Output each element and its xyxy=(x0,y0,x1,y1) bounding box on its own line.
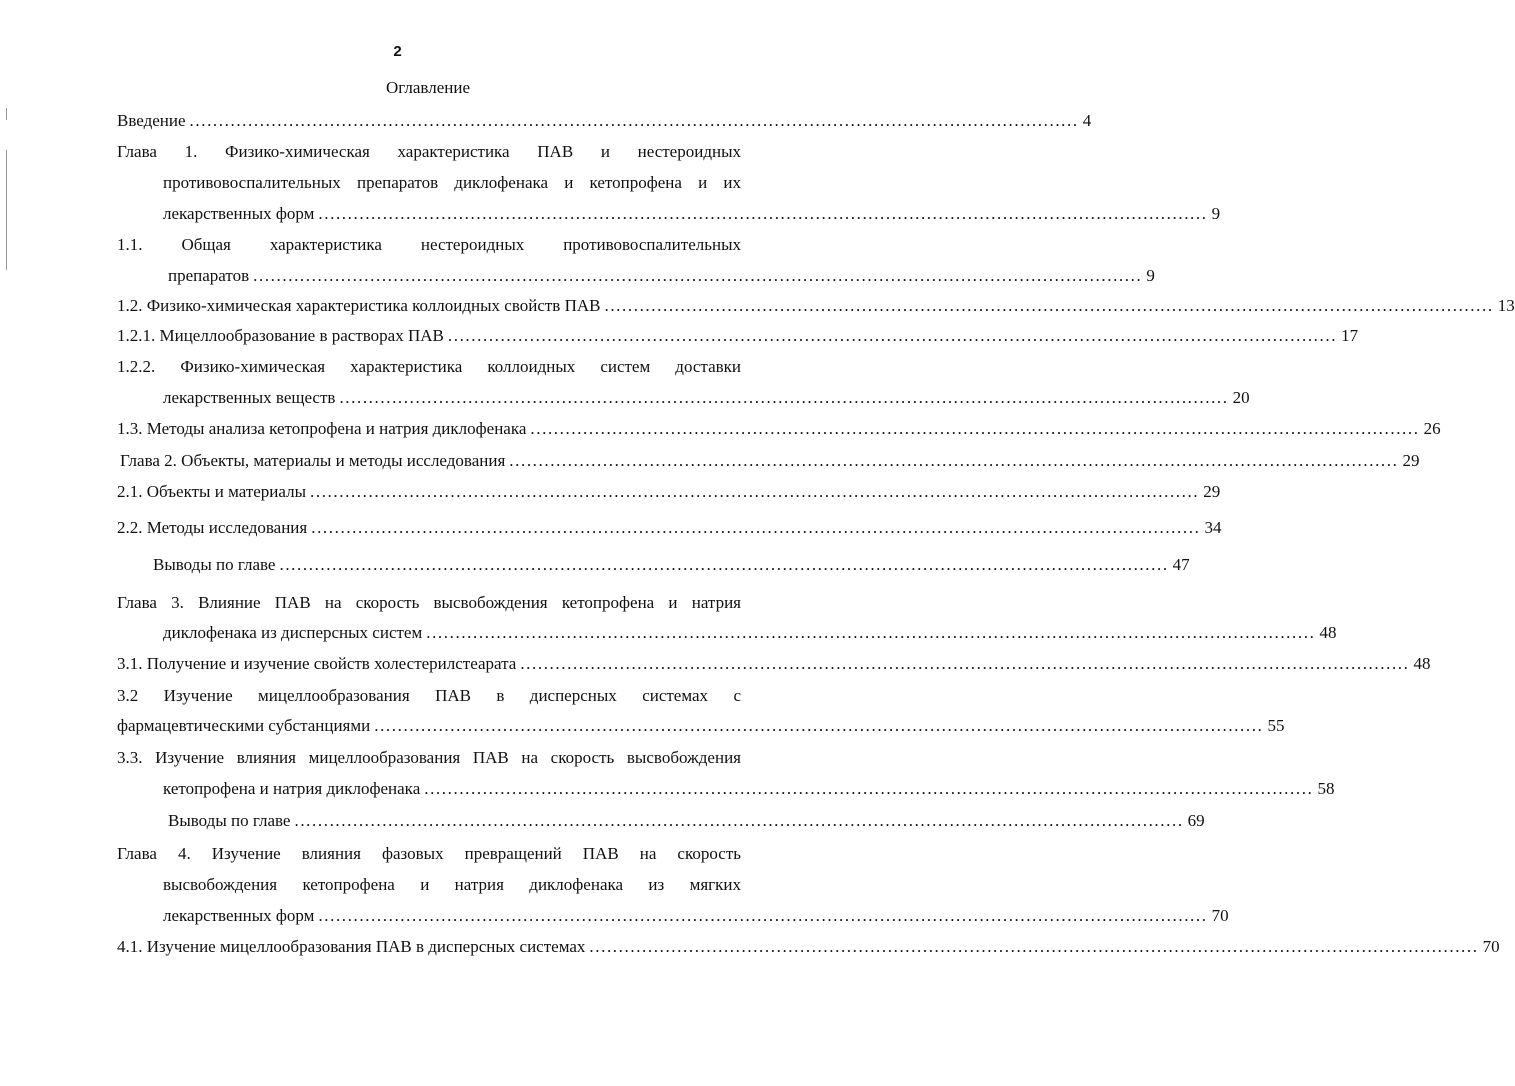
toc-entry-4-1[interactable] xyxy=(117,936,1500,958)
toc-entry-line: противовоспалительных препаратов диклофенака и кетопрофена и их xyxy=(163,173,741,192)
toc-entry-page: 55 xyxy=(1267,716,1285,735)
toc-entry-title: лекарственных веществ xyxy=(163,388,336,407)
toc-entry-page: 47 xyxy=(1172,555,1190,574)
toc-entry-title: Выводы по главе xyxy=(153,555,276,574)
leader-dots: ........................................................................................................................................................ xyxy=(189,111,1079,130)
leader-dots: ........................................................................................................................................................ xyxy=(318,906,1208,925)
leader-dots: ........................................................................................................................................................ xyxy=(294,811,1184,830)
toc-entry-title: 2.2. Методы исследования xyxy=(117,518,308,537)
toc-entry-title: лекарственных форм xyxy=(163,906,315,925)
toc-entry-2-2[interactable] xyxy=(117,517,1222,539)
toc-entry-line: высвобождения кетопрофена и натрия диклофенака из мягких xyxy=(163,875,741,894)
leader-dots: ........................................................................................................................................................ xyxy=(589,937,1479,956)
toc-entry-title: Выводы по главе xyxy=(168,811,291,830)
toc-entry-chapter-4[interactable]: Глава 4. Изучение влияния фазовых превращений ПАВ на скорость xyxy=(117,844,741,863)
toc-entry-intro[interactable] xyxy=(117,110,1092,132)
leader-dots: ........................................................................................................................................................ xyxy=(318,204,1208,223)
toc-entry-3-1[interactable] xyxy=(117,653,1431,675)
toc-entry-chapter-1[interactable]: Глава 1. Физико-химическая характеристика ПАВ и нестероидных xyxy=(117,142,741,161)
toc-entry-page: 29 xyxy=(1402,451,1420,470)
toc-entry-line xyxy=(163,905,1229,927)
toc-entry-title: 1.2.1. Мицеллообразование в растворах ПАВ xyxy=(117,326,444,345)
toc-entry-page: 69 xyxy=(1187,811,1205,830)
toc-entry-3-2[interactable]: 3.2 Изучение мицеллообразования ПАВ в дисперсных системах с xyxy=(117,686,741,705)
leader-dots: ........................................................................................................................................................ xyxy=(426,623,1316,642)
leader-dots: ........................................................................................................................................................ xyxy=(447,326,1338,345)
leader-dots: ........................................................................................................................................................ xyxy=(311,518,1201,537)
toc-entry-1-3[interactable] xyxy=(117,418,1441,440)
toc-entry-title: лекарственных форм xyxy=(163,204,315,223)
toc-entry-page: 34 xyxy=(1204,518,1222,537)
toc-entry-title: кетопрофена и натрия диклофенака xyxy=(163,779,421,798)
toc-entry-page: 29 xyxy=(1203,482,1221,501)
toc-entry-conclusions-2[interactable] xyxy=(153,554,1190,576)
leader-dots: ........................................................................................................................................................ xyxy=(374,716,1264,735)
toc-entry-page: 9 xyxy=(1146,266,1155,285)
toc-entry-page: 70 xyxy=(1211,906,1229,925)
page-title: Оглавление xyxy=(386,78,470,97)
toc-entry-page: 48 xyxy=(1319,623,1337,642)
toc-entry-page: 13 xyxy=(1497,296,1515,315)
toc-entry-line xyxy=(163,387,1250,409)
toc-entry-line xyxy=(163,622,1337,644)
toc-entry-title: 1.3. Методы анализа кетопрофена и натрия диклофенака xyxy=(117,419,527,438)
leader-dots: ........................................................................................................................................................ xyxy=(253,266,1143,285)
margin-mark xyxy=(6,150,7,270)
page-number: 2 xyxy=(393,43,402,60)
leader-dots: ........................................................................................................................................................ xyxy=(424,779,1314,798)
toc-entry-page: 9 xyxy=(1211,204,1221,223)
toc-entry-page: 4 xyxy=(1082,111,1092,130)
margin-mark xyxy=(6,108,7,120)
toc-entry-title: диклофенака из дисперсных систем xyxy=(163,623,423,642)
toc-entry-1-1[interactable]: 1.1. Общая характеристика нестероидных противовоспалительных xyxy=(117,235,741,254)
toc-entry-page: 20 xyxy=(1232,388,1250,407)
toc-entry-title: 3.1. Получение и изучение свойств холестерилстеарата xyxy=(117,654,517,673)
toc-entry-page: 26 xyxy=(1423,419,1441,438)
leader-dots: ........................................................................................................................................................ xyxy=(509,451,1399,470)
toc-entry-title: препаратов xyxy=(168,266,250,285)
toc-entry-line xyxy=(163,203,1221,225)
leader-dots: ........................................................................................................................................................ xyxy=(530,419,1420,438)
toc-entry-title: фармацевтическими субстанциями xyxy=(117,716,371,735)
leader-dots: ........................................................................................................................................................ xyxy=(310,482,1200,501)
toc-entry-title: 1.2. Физико-химическая характеристика коллоидных свойств ПАВ xyxy=(117,296,601,315)
toc-entry-3-3[interactable]: 3.3. Изучение влияния мицеллообразования ПАВ на скорость высвобождения xyxy=(117,748,741,767)
leader-dots: ........................................................................................................................................................ xyxy=(339,388,1229,407)
toc-entry-line xyxy=(117,715,1285,737)
toc-entry-chapter-2[interactable] xyxy=(120,450,1420,472)
toc-entry-page: 48 xyxy=(1413,654,1431,673)
toc-entry-1-2-1[interactable] xyxy=(117,325,1359,347)
toc-entry-conclusions-3[interactable] xyxy=(168,810,1205,832)
toc-entry-page: 70 xyxy=(1482,937,1500,956)
toc-entry-2-1[interactable] xyxy=(117,481,1221,503)
toc-entry-page: 58 xyxy=(1317,779,1335,798)
toc-entry-1-2-2[interactable]: 1.2.2. Физико-химическая характеристика коллоидных систем доставки xyxy=(117,357,741,376)
toc-entry-chapter-3[interactable]: Глава 3. Влияние ПАВ на скорость высвобождения кетопрофена и натрия xyxy=(117,593,741,612)
leader-dots: ........................................................................................................................................................ xyxy=(279,555,1169,574)
toc-entry-line xyxy=(168,265,1155,287)
leader-dots: ........................................................................................................................................................ xyxy=(604,296,1494,315)
toc-entry-title: 4.1. Изучение мицеллообразования ПАВ в дисперсных системах xyxy=(117,937,586,956)
toc-entry-title: Глава 2. Объекты, материалы и методы исследования xyxy=(120,451,506,470)
toc-entry-title: Введение xyxy=(117,111,186,130)
toc-entry-title: 2.1. Объекты и материалы xyxy=(117,482,306,501)
leader-dots: ........................................................................................................................................................ xyxy=(520,654,1410,673)
toc-entry-page: 17 xyxy=(1341,326,1359,345)
toc-entry-line xyxy=(163,778,1335,800)
toc-entry-1-2[interactable] xyxy=(117,295,1515,317)
